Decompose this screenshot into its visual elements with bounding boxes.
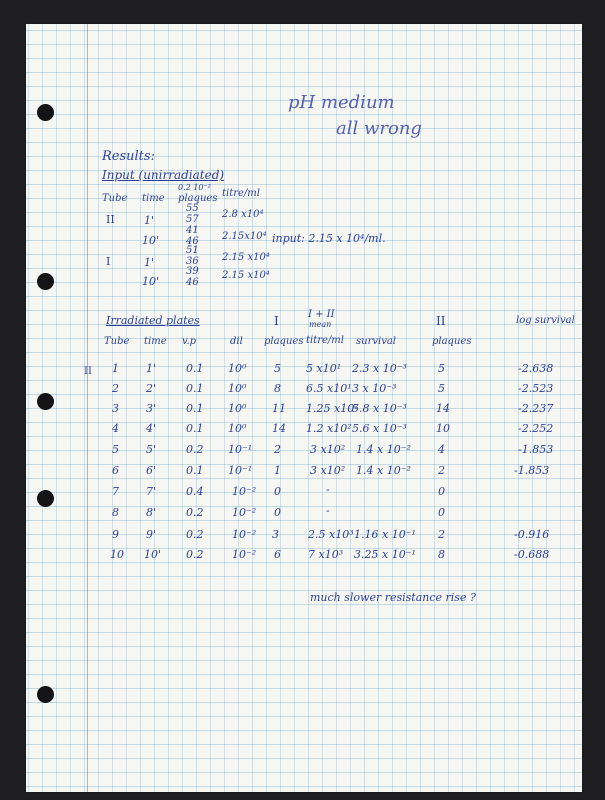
input-plaques-a: 51 [186,245,199,256]
input-plaques-b: 46 [186,236,199,247]
cell-mean-titre: 1.25 x10² [306,402,359,415]
col-mean-titre: titre/ml [306,335,344,346]
cell-mean-titre: - [326,483,330,496]
cell-tube: 5 [112,443,119,456]
cell-plaques-II: 0 [438,485,445,498]
cell-vp: 0.2 [186,443,204,456]
cell-log-survival: -2.237 [518,402,554,415]
col-II-plaques: plaques [432,336,472,347]
cell-plaques-I: 11 [272,402,286,415]
input-plaques-a: 41 [186,225,199,236]
cell-vp: 0.1 [186,402,204,415]
punch-hole [37,104,54,121]
cell-tube: 2 [112,382,119,395]
cell-vp: 0.2 [186,528,204,541]
input-plaques-a: 39 [186,266,199,277]
input-tube: II [106,213,115,226]
cell-plaques-II: 2 [438,464,445,477]
cell-plaques-II: 8 [438,548,445,561]
input-plaques-b: 46 [186,277,199,288]
cell-time: 1' [146,362,157,375]
cell-plaques-I: 1 [274,464,281,477]
cell-plaques-I: 0 [274,506,281,519]
col-tube: Tube [104,336,130,347]
col-I-plaques: plaques [264,336,304,347]
cell-time: 9' [146,528,157,541]
cell-dil: 10⁰ [228,402,247,415]
cell-log-survival: -2.638 [518,362,554,375]
cell-dil: 10⁻¹ [228,464,253,477]
col-dil: dil [230,336,243,347]
input-col-plaques: plaques [178,193,218,204]
note-line-1: pH medium [288,92,395,113]
cell-plaques-II: 5 [438,362,445,375]
cell-vp: 0.2 [186,506,204,519]
cell-tube: 6 [112,464,119,477]
punch-hole [37,393,54,410]
cell-dil: 10⁻¹ [228,443,253,456]
cell-survival: 3 x 10⁻³ [352,382,397,395]
cell-survival: 1.16 x 10⁻¹ [354,528,416,541]
input-titre: 2.15 x10⁴ [222,252,270,263]
cell-dil: 10⁻² [232,506,257,519]
input-dilution-header: 0.2 10⁻² [178,183,211,192]
cell-plaques-II: 0 [438,506,445,519]
cell-time: 5' [146,443,157,456]
col-mean-mid: mean [309,320,332,329]
cell-survival: 1.4 x 10⁻² [356,443,411,456]
col-mean-top: I + II [308,309,335,320]
cell-time: 3' [146,402,157,415]
cell-log-survival: -2.523 [518,382,554,395]
input-plaques-b: 36 [186,256,199,267]
cell-survival: 3.25 x 10⁻¹ [354,548,416,561]
cell-time: 7' [146,485,157,498]
cell-log-survival: -2.252 [518,422,554,435]
col-vp: v.p [182,336,197,347]
input-col-tube: Tube [102,193,128,204]
cell-survival: 5.6 x 10⁻³ [352,422,407,435]
cell-dil: 10⁰ [228,362,247,375]
cell-plaques-II: 14 [436,402,450,415]
cell-plaques-II: 2 [438,528,445,541]
cell-mean-titre: 2.5 x10³ [308,528,354,541]
cell-plaques-I: 6 [274,548,281,561]
cell-survival: 1.4 x 10⁻² [356,464,411,477]
cell-mean-titre: 6.5 x10¹ [306,382,352,395]
cell-tube: 1 [112,362,119,375]
cell-log-survival: -1.853 [514,464,550,477]
punch-hole [37,686,54,703]
input-titre: 2.8 x10⁴ [222,209,264,220]
input-time: 10' [142,275,160,288]
cell-tube: 3 [112,402,119,415]
cell-time: 8' [146,506,157,519]
cell-mean-titre: - [326,504,330,517]
cell-plaques-I: 8 [274,382,281,395]
cell-time: 2' [146,382,157,395]
cell-vp: 0.1 [186,422,204,435]
col-survival: survival [356,336,397,347]
col-log-survival: log survival [516,315,575,326]
input-time: 1' [144,256,155,269]
cell-time: 6' [146,464,157,477]
cell-tube: 10 [110,548,124,561]
cell-mean-titre: 3 x10² [310,443,346,456]
irradiated-heading: Irradiated plates [106,314,200,327]
input-col-titre: titre/ml [222,188,260,199]
cell-tube: 4 [112,422,119,435]
cell-plaques-II: 5 [438,382,445,395]
margin-mark: II [84,366,92,377]
punch-hole [37,273,54,290]
cell-log-survival: -1.853 [518,443,554,456]
cell-plaques-II: 4 [438,443,445,456]
input-plaques-a: 55 [186,203,199,214]
input-titre: 2.15 x10⁴ [222,270,270,281]
cell-vp: 0.1 [186,382,204,395]
cell-vp: 0.1 [186,464,204,477]
cell-plaques-I: 14 [272,422,286,435]
input-col-time: time [142,193,165,204]
cell-survival: 2.3 x 10⁻³ [352,362,407,375]
input-time: 1' [144,214,155,227]
col-time: time [144,336,167,347]
note-line-2: all wrong [336,118,422,139]
cell-vp: 0.4 [186,485,204,498]
cell-dil: 10⁰ [228,422,247,435]
cell-plaques-II: 10 [436,422,450,435]
input-plaques-b: 57 [186,214,199,225]
cell-plaques-I: 0 [274,485,281,498]
cell-tube: 9 [112,528,119,541]
footnote: much slower resistance rise ? [310,591,476,604]
cell-log-survival: -0.916 [514,528,550,541]
cell-vp: 0.1 [186,362,204,375]
col-I: I [274,314,279,328]
cell-mean-titre: 1.2 x10² [306,422,352,435]
cell-time: 10' [144,548,162,561]
cell-mean-titre: 3 x10² [310,464,346,477]
cell-tube: 7 [112,485,119,498]
cell-plaques-I: 2 [274,443,281,456]
cell-log-survival: -0.688 [514,548,550,561]
input-summary: input: 2.15 x 10⁴/ml. [272,232,386,245]
punch-hole [37,490,54,507]
cell-dil: 10⁻² [232,548,257,561]
cell-time: 4' [146,422,157,435]
cell-tube: 8 [112,506,119,519]
cell-plaques-I: 3 [272,528,279,541]
cell-survival: 5.8 x 10⁻³ [352,402,407,415]
cell-mean-titre: 5 x10¹ [306,362,342,375]
input-time: 10' [142,234,160,247]
cell-dil: 10⁰ [228,382,247,395]
input-heading: Input (unirradiated) [102,168,225,182]
input-tube: I [106,255,111,268]
notebook-page [26,24,582,792]
col-II: II [436,314,446,328]
cell-dil: 10⁻² [232,528,257,541]
results-heading: Results: [102,149,155,164]
cell-dil: 10⁻² [232,485,257,498]
cell-plaques-I: 5 [274,362,281,375]
cell-mean-titre: 7 x10³ [308,548,344,561]
input-titre: 2.15x10⁴ [222,231,267,242]
cell-vp: 0.2 [186,548,204,561]
